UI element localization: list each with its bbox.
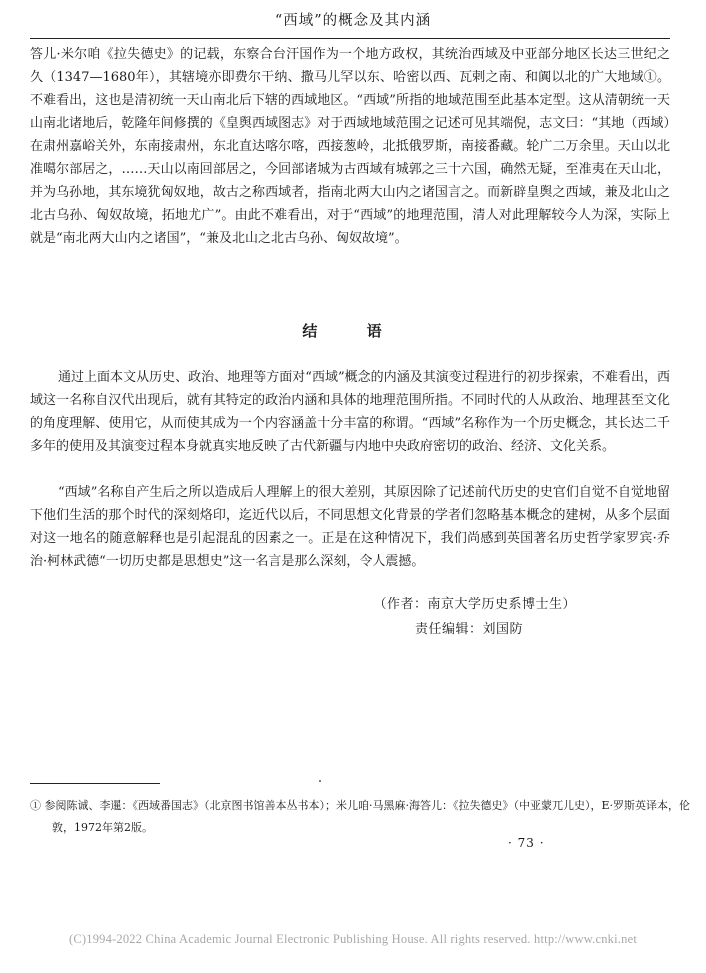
author-byline: （作者：南京大学历史系博士生） [373,597,576,612]
footnote: ① 参阅陈诚、李暹：《西域番国志》（北京图书馆善本丛书本）；米儿咱·马黑麻·海答儿：《拉失德史》（中亚蒙兀儿史），E·罗斯英译本，伦敦，1972年第2版。 [30,799,691,834]
footnote-rule [30,783,160,784]
section-title: 结 语 [302,322,404,340]
page-number: · 73 · [508,836,545,850]
copyright-watermark: (C)1994-2022 China Academic Journal Electronic Publishing House. All rights reserved. http://www.cnki.net [68,932,637,946]
body-paragraph-2: 通过上面本文从历史、政治、地理等方面对“西域”概念的内涵及其演变过程进行的初步探索，不难看出，西域这一名称自汉代出现后，就有其特定的政治内涵和具体的地理范围所指。不同时代的人从政治、地理甚至文化的角度理解、使用它，从而使其成为一个内容涵盖十分丰富的称谓。“西域”名称作为一个历史概念，其长达二千多年的使用及其演变过程本身就真实地反映了古代新疆与内地中央政府密切的政治、经济、文化关系。 [30,370,670,454]
running-header: “西域”的概念及其内涵 [274,13,432,29]
header-rule [30,38,670,39]
editor-byline: 责任编辑：刘国防 [415,622,524,637]
body-paragraph-3: “西域”名称自产生后之所以造成后人理解上的很大差别，其原因除了记述前代历史的史官们自觉不自觉地留下他们生活的那个时代的深刻烙印，迄近代以后，不同思想文化背景的学者们忽略基本概念的建树，从多个层面对这一地名的随意解释也是引起混乱的因素之一。正是在这种情况下，我们尚感到英国著名历史哲学家罗宾·乔治·柯林武德“一切历史都是思想史”这一名言是那么深刻，令人震撼。 [30,485,670,569]
stray-dot [319,780,321,782]
body-paragraph-1: 答儿·米尔咱《拉失德史》的记载，东察合台汗国作为一个地方政权，其统治西域及中亚部分地区长达三世纪之久（1347—1680年），其辖境亦即费尔干纳、撒马儿罕以东、哈密以西、瓦剌之南、和阗以北的广大地域①。不难看出，这也是清初统一天山南北后下辖的西域地区。“西域”所指的地域范围至此基本定型。这从清朝统一天山南北诸地后，乾隆年间修撰的《皇舆西域图志》对于西域地域范围之记述可见其端倪，志文曰：“其地（西域）在肃州嘉峪关外，东南接肃州，东北直达喀尔喀，西接葱岭，北抵俄罗斯，南接番藏。轮广二万余里。天山以北准噶尔部居之，……天山以南回部居之，今回部诸城为古西域有城郭之三十六国，确然无疑，至准夷在天山北，并为乌孙地，其东境犹匈奴地，故古之称西域者，指南北两大山内之诸国言之。而新辟皇舆之西域，兼及北山之北古乌孙、匈奴故境，拓地尤广”。由此不难看出，对于“西域”的地理范围，清人对此理解较今人为深，实际上就是“南北两大山内之诸国”，“兼及北山之北古乌孙、匈奴故境”。 [30,47,670,246]
